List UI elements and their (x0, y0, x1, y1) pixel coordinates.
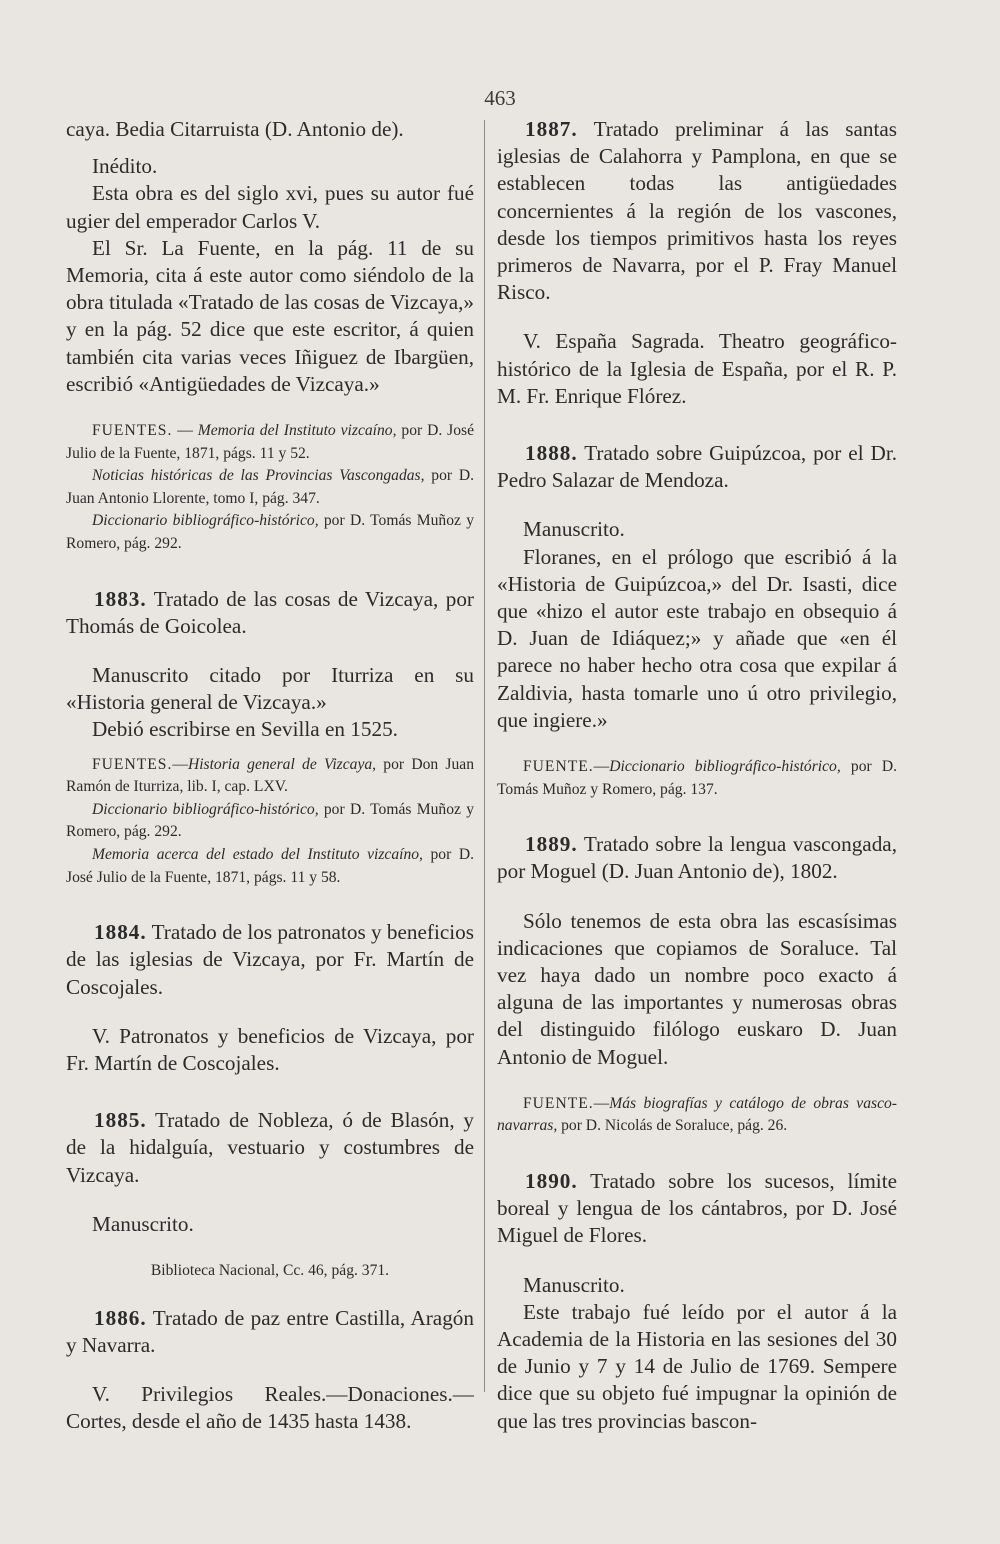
source-citation: Biblioteca Nacional, Cc. 46, pág. 371. (150, 1262, 390, 1279)
source-label: FUENTE. (523, 1094, 594, 1112)
source-citation (66, 510, 474, 555)
entry-title: Tratado de Nobleza, ó de Blasón, y de la hidalguía, vestuario y costumbres de Vizcaya. (66, 1108, 474, 1187)
entry-title: Tratado de las cosas de Vizcaya, por Thomás de Goicolea. (66, 586, 474, 638)
entry-1884-heading (66, 919, 474, 1001)
source-dash: — (593, 1094, 610, 1112)
entry-title: Tratado de los patronatos y beneficios de las iglesias de Vizcaya, por Fr. Martín de Coscojales. (66, 920, 474, 999)
source-citation (497, 1093, 897, 1138)
source-label: FUENTES. (92, 422, 173, 440)
entry-1887-heading (497, 116, 897, 306)
left-column (66, 116, 474, 1435)
source-title: Diccionario bibliográfico-histórico, (92, 800, 319, 818)
entry-1885-heading (66, 1107, 474, 1189)
source-title: Memoria acerca del estado del Instituto vizcaíno, (92, 845, 423, 863)
source-title: Diccionario bibliográfico-histórico, (92, 512, 319, 530)
source-citation (66, 844, 474, 889)
source-label: FUENTE. (523, 758, 594, 776)
entry-title: Tratado sobre la lengua vascongada, por Moguel (D. Juan Antonio de), 1802. (497, 832, 897, 884)
entry-paragraph: Manuscrito citado por Iturriza en su «Historia general de Vizcaya.» (66, 663, 474, 715)
entry-1883-heading (66, 586, 474, 640)
entry-paragraph: Sólo tenemos de esta obra las escasísimas indicaciones que copiamos de Soraluce. Tal vez haya dado un nombre poco exacto á alguna de las importantes y numerosas obras del distinguido filólogo euskaro D. Juan Antonio de Moguel. (497, 908, 897, 1069)
entry-paragraph: Debió escribirse en Sevilla en 1525. (92, 717, 398, 742)
source-label: FUENTES. (92, 755, 173, 773)
entry-title: Tratado preliminar á las santas iglesias de Calahorra y Pamplona, en que se establecen todas las antigüedades concernientes á la región de los vascones, desde los tiempos primitivos hasta los reyes primeros de Navarra, por el P. Fray Manuel Risco. (497, 117, 897, 305)
source-title: Diccionario bibliográfico-histórico, (609, 758, 841, 776)
source-dash: — (172, 422, 198, 440)
entry-number: 1885. (94, 1108, 147, 1133)
page-number: 463 (484, 86, 516, 110)
entry-paragraph: Esta obra es del siglo xvi, pues su autor fué ugier del emperador Carlos V. (66, 181, 474, 233)
entry-paragraph: V. Patronatos y beneficios de Vizcaya, por Fr. Martín de Coscojales. (66, 1023, 474, 1075)
source-citation (66, 754, 474, 799)
entry-paragraph: Manuscrito. (523, 517, 625, 542)
entry-1889-heading (497, 831, 897, 885)
source-citation (66, 465, 474, 510)
entry-paragraph: V. Privilegios Reales.—Donaciones.—Cortes, desde el año de 1435 hasta 1438. (66, 1382, 474, 1434)
entry-title: Tratado de paz entre Castilla, Aragón y Navarra. (66, 1305, 474, 1357)
entry-number: 1888. (525, 441, 578, 466)
source-title: Noticias históricas de las Provincias Vascongadas, (92, 467, 425, 485)
source-details: por D. José Julio de la Fuente, 1871, págs. 11 y 52. (66, 422, 474, 462)
entry-number: 1889. (525, 832, 578, 857)
entry-number: 1884. (94, 920, 147, 945)
source-title: Historia general de Vizcaya, (187, 755, 377, 773)
source-dash: — (593, 758, 610, 776)
source-details: por D. Tomás Muñoz y Romero, pág. 292. (66, 800, 474, 841)
entry-title: Tratado sobre los sucesos, límite boreal y lengua de los cántabros, por D. José Miguel de Flores. (497, 1169, 897, 1248)
entry-paragraph: Floranes, en el prólogo que escribió á la «Historia de Guipúzcoa,» del Dr. Isasti, dice que «hizo el autor este trabajo en obsequio á D. Juan de Idiáquez;» y añade que «en él parece no haber hecho otra cosa que expilar á Zaldivia, hasta tomarle uno ú otro privilegio, que ingiere.» (497, 544, 897, 732)
entry-title: Tratado sobre Guipúzcoa, por el Dr. Pedro Salazar de Mendoza. (497, 441, 897, 493)
source-details: por D. Tomás Muñoz y Romero, pág. 137. (497, 758, 897, 798)
entry-paragraph: Manuscrito. (92, 1211, 194, 1236)
source-details: por D. Juan Antonio Llorente, tomo I, pág. 347. (66, 467, 474, 507)
entry-number: 1890. (525, 1169, 578, 1194)
entry-paragraph: Manuscrito. (523, 1272, 625, 1297)
source-title: Más biografías y catálogo de obras vasco-navarras, (497, 1094, 897, 1135)
entry-note: Inédito. (92, 154, 158, 179)
entry-paragraph: El Sr. La Fuente, en la pág. 11 de su Memoria, cita á este autor como siéndolo de la obra titulada «Tratado de las cosas de Vizcaya,» y en la pág. 52 dice que este escritor, á quien también cita varias veces Iñiguez de Ibargüen, escribió «Antigüedades de Vizcaya.» (66, 235, 474, 396)
source-citation (66, 799, 474, 844)
entry-paragraph: Este trabajo fué leído por el autor á la Academia de la Historia en las sesiones del 30 de Junio y 7 y 14 de Julio de 1769. Sempere dice que su objeto fué impugnar la opinión de que las tres provincias bascon- (497, 1299, 897, 1433)
source-details: por D. José Julio de la Fuente, 1871, págs. 11 y 58. (66, 845, 474, 886)
source-details: por D. Nicolás de Soraluce, pág. 26. (557, 1117, 788, 1135)
entry-number: 1883. (94, 586, 147, 611)
entry-1888-heading (497, 440, 897, 494)
source-title: Memoria del Instituto vizcaíno, (197, 422, 397, 440)
entry-heading-continued: caya. Bedia Citarruista (D. Antonio de). (66, 117, 404, 141)
source-details: por D. Tomás Muñoz y Romero, pág. 292. (66, 512, 474, 552)
column-divider (484, 120, 485, 1392)
entry-1886-heading (66, 1305, 474, 1359)
source-citation (66, 420, 474, 465)
source-dash: — (172, 755, 188, 773)
right-column (497, 116, 897, 1435)
source-details: por Don Juan Ramón de Iturriza, lib. I, cap. LXV. (66, 755, 474, 796)
entry-1890-heading (497, 1168, 897, 1250)
entry-paragraph: V. España Sagrada. Theatro geográfico-histórico de la Iglesia de España, por el R. P. M. Fr. Enrique Flórez. (497, 329, 897, 408)
entry-number: 1887. (525, 117, 578, 141)
entry-number: 1886. (94, 1305, 147, 1330)
source-citation (497, 756, 897, 801)
